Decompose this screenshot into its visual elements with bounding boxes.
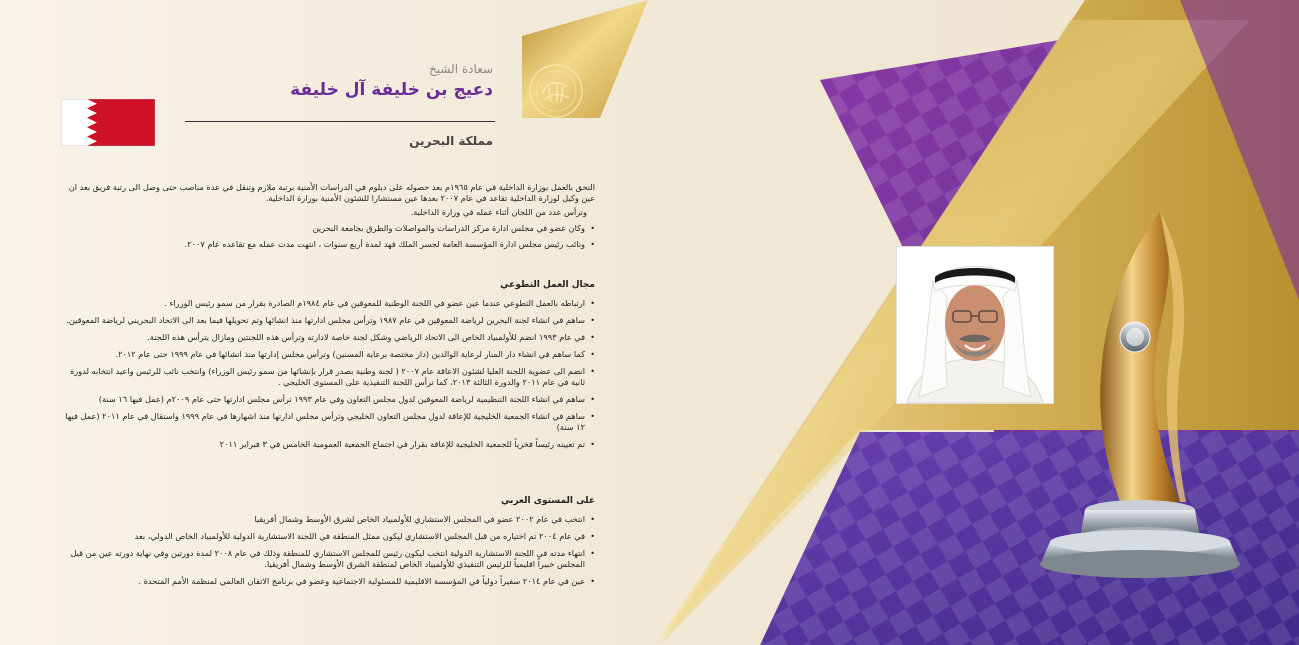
list-item: • انتخب في عام ٢٠٠٢ عضو في المجلس الاستشاري للأولمبياد الخاص لشرق الأوسط وشمال أفريقيا — [55, 514, 595, 525]
calligraphy-seal-icon — [527, 62, 585, 120]
list-item: • ساهم في انشاء لجنة البحرين لرياضة المعوقين في عام ١٩٨٧ وترأس مجلس ادارتها منذ انشائها وتم تحويلها فيما بعد الى الاتحاد البحريني لرياضة المعوقين. — [55, 315, 595, 326]
arab-heading: على المستوى العربي — [500, 496, 595, 506]
trophy-icon — [1010, 212, 1240, 587]
arab-list — [55, 514, 595, 587]
volunteer-heading: مجال العمل التطوعي — [500, 280, 595, 290]
list-item: • عين في عام ٢٠١٤ سفيراً دولياً في المؤسسة الاقليمية للمسئولية الاجتماعية وعضو في برنامج الاتقان العالمي لمنظمة الأمم المتحدة . — [55, 576, 595, 587]
volunteer-list — [55, 298, 595, 450]
list-item: • تم تعيينه رئيساً فخرياً للجمعية الخليجية للإعاقة بقرار في اجتماع الجمعية العمومية الخامس في ٣ فبراير ٢٠١١ — [55, 439, 595, 450]
list-item: • كما ساهم في انشاء دار المنار لرعاية الوالدين (دار مختصة برعاية المسنين) وترأس مجلس إدارتها منذ انشائها في عام ١٩٩٩ حتى عام ٢٠١٢. — [55, 349, 595, 360]
person-name: دعيج بن خليفة آل خليفة — [290, 80, 493, 100]
bahrain-flag-icon — [61, 99, 155, 146]
intro-section — [55, 182, 595, 250]
list-item: • انتهاء مدته في اللجنة الاستشارية الدولية انتخب ليكون رئيس للمجلس الاستشاري للمنطقة وذلك في عام ٢٠٠٨ لمدة دورتين وفي نهاية دورته عين من قبل المجلس خبيراً اقليمياً للرئيس التنفيذي للأولمبياد الخاص لمنطقة الشرق الأوسط وشمال أفريقيا. — [55, 548, 595, 570]
intro-paragraph: التحق بالعمل بوزارة الداخلية في عام ١٩٦٥م بعد حصوله على دبلوم في الدراسات الأمنية برتبة ملازم وتنقل في عدة مناصب حتى وصل الى رتبة فريق بعد ان عين وكيل لوزارة الداخلية تقاعد في عام ٢٠٠٧ بعدها عين مستشارا للشئون الأمنية بوزارة الداخلية. — [68, 182, 595, 203]
honorific-title: سعادة الشيخ — [428, 62, 493, 76]
list-item: • في عام ١٩٩٣ انضم للأولمبياد الخاص الى الاتحاد الرياضي وشكل لجنة خاصة لادارته وترأس هذه اللجنتين ومازال يترأس هذه اللجنة. — [55, 332, 595, 343]
list-item: • انضم الى عضوية اللجنة العليا لشئون الاعاقة عام ٢٠٠٧ ( لجنة وطنية بصدر قرار بإنشائها من سمو رئيس الوزراء) وانتخب نائب للرئيس واعيد انتخابه لدورة ثانية في عام ٢٠١١ والدورة الثالثة ٢٠١٣، كما ترأس اللجنة التنفيذية على المستوى الخليجي . — [55, 366, 595, 388]
divider — [185, 121, 495, 122]
list-item: • ونائب رئيس مجلس ادارة المؤسسة العامة لجسر الملك فهد لمدة أربع سنوات ، انتهت مدت عمله مع تقاعده عام ٢٠٠٧. — [55, 239, 595, 250]
list-item: • ساهم في انشاء الجمعية الخليجية للإعاقة لدول مجلس التعاون الخليجي وترأس مجلس ادارتها منذ اشهارها في عام ١٩٩٩ واستقال في عام ٢٠١١ (عمل فيها ١٢ سنة) — [55, 411, 595, 433]
list-item: • ارتباطه بالعمل التطوعي عندما عين عضو في اللجنة الوطنية للمعوقين في عام ١٩٨٤م الصادرة بقرار من سمو رئيس الوزراء . — [55, 298, 595, 309]
intro-paragraph: وترأس عدد من اللجان أثناء عمله في وزارة الداخلية. — [410, 207, 587, 217]
list-item: • ساهم في انشاء اللجنة التنظيمية لرياضة المعوقين لدول مجلس التعاون وفي عام ١٩٩٣ ترأس مجلس ادارتها حتى عام ٢٠٠٩م (عمل فيها ١٦ سنة) — [55, 394, 595, 405]
list-item: • في عام ٢٠٠٤ تم اختياره من قبل المجلس الاستشاري ليكون ممثل المنطقة في اللجنة الاستشارية الدولية للأولمبياد الخاص الدولي، بعد — [55, 531, 595, 542]
list-item: • وكان عضو في مجلس ادارة مركز الدراسات والمواصلات والطرق بجامعة البحرين — [55, 223, 595, 234]
country-name: مملكة البحرين — [409, 134, 493, 148]
